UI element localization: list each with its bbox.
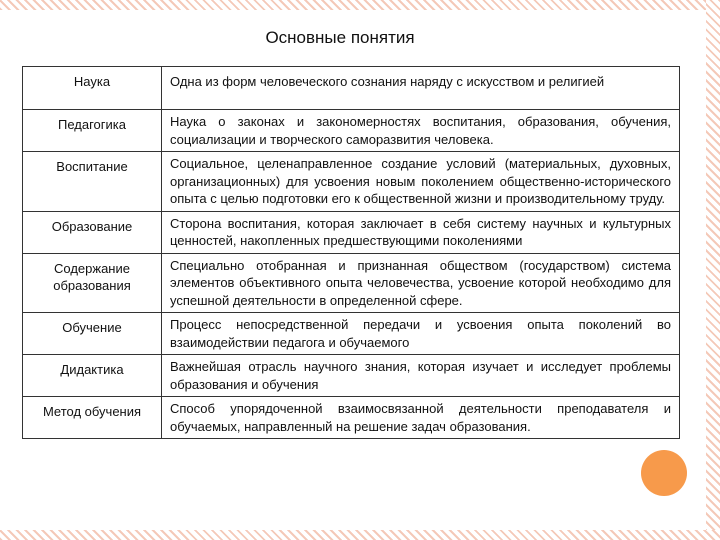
table-row <box>23 397 680 439</box>
table-row <box>23 211 680 253</box>
decorative-circle <box>641 450 687 496</box>
term-cell: Содержание образования <box>23 253 162 313</box>
table-row <box>23 110 680 152</box>
term-cell: Метод обучения <box>23 397 162 439</box>
definition-cell: Способ упорядоченной взаимосвязанной деятельности преподавателя и обучаемых, направленный на решение задач образования. <box>162 397 680 439</box>
table-row <box>23 355 680 397</box>
definition-cell: Сторона воспитания, которая заключает в себя систему научных и культурных ценностей, накопленных предшествующими поколениями <box>162 211 680 253</box>
term-cell: Образование <box>23 211 162 253</box>
term-cell: Дидактика <box>23 355 162 397</box>
definition-cell: Одна из форм человеческого сознания наряду с искусством и религией <box>162 67 680 110</box>
table-row <box>23 313 680 355</box>
definition-cell: Наука о законах и закономерностях воспитания, образования, обучения, социализации и творческого саморазвития человека. <box>162 110 680 152</box>
term-cell: Воспитание <box>23 152 162 212</box>
definition-cell: Процесс непосредственной передачи и усвоения опыта поколений во взаимодействии педагога и обучаемого <box>162 313 680 355</box>
definition-cell: Специально отобранная и признанная обществом (государством) система элементов объективного опыта человечества, усвоение которой необходимо для успешной деятельности в определенной сфере. <box>162 253 680 313</box>
term-cell: Обучение <box>23 313 162 355</box>
definition-cell: Социальное, целенаправленное создание условий (материальных, духовных, организационных) для усвоения новым поколением общественно-исторического опыта с целью подготовки его к общественной жизни и производительному труду. <box>162 152 680 212</box>
table-row <box>23 253 680 313</box>
right-border-decoration <box>706 0 720 540</box>
term-cell: Наука <box>23 67 162 110</box>
page-title: Основные понятия <box>265 28 415 47</box>
top-border-decoration <box>0 0 720 10</box>
table-row <box>23 67 680 110</box>
definition-cell: Важнейшая отрасль научного знания, которая изучает и исследует проблемы образования и обучения <box>162 355 680 397</box>
term-cell: Педагогика <box>23 110 162 152</box>
bottom-border-decoration <box>0 530 720 540</box>
table-row <box>23 152 680 212</box>
concepts-table <box>22 66 680 439</box>
